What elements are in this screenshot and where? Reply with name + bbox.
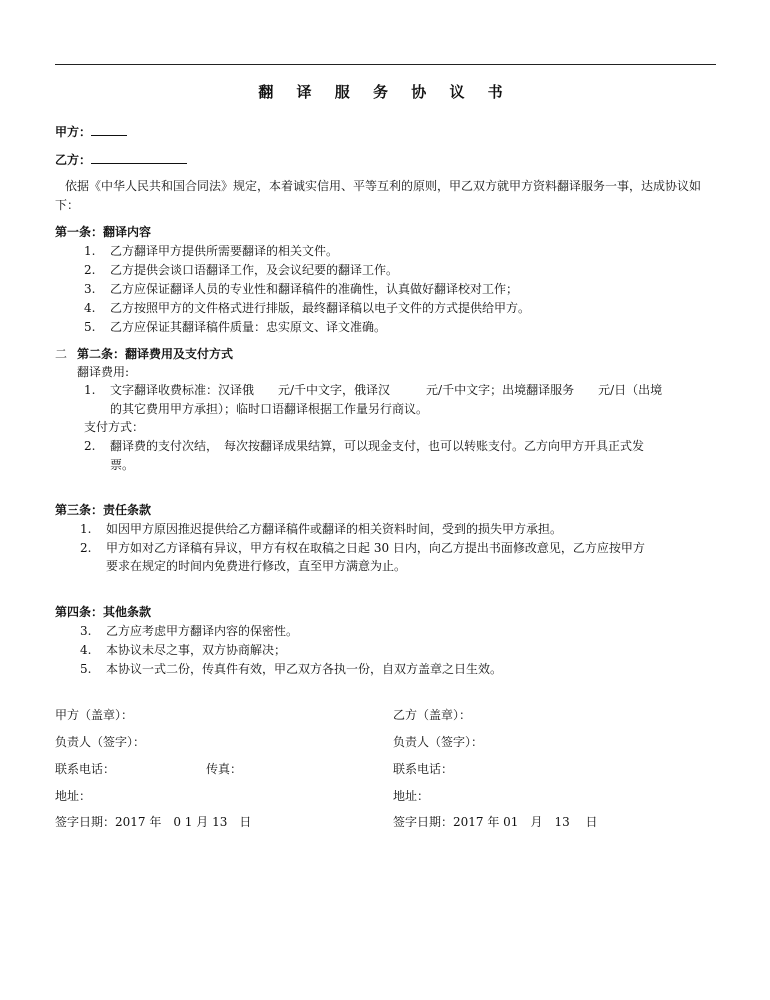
party-a-signatory-label: 负责人（签字）： [55, 735, 146, 749]
party-a-address-label: 地址： [55, 789, 92, 803]
fee-standard-line1: 文字翻译收费标准：汉译俄 元/千中文字，俄译汉 元/千中文字；出境翻译服务 元/日（出境 [110, 383, 663, 397]
party-b-address-label: 地址： [393, 789, 430, 803]
party-a-sign-date: 签字日期：2017 年 0 1 月 13 日 [55, 815, 252, 829]
party-b-blank [91, 151, 187, 164]
article-2-heading: 第二条：翻译费用及支付方式 [77, 347, 234, 361]
liability-item-2-line2: 要求在规定的时间内免费进行修改，直至甲方满意为止。 [106, 559, 407, 573]
intro-paragraph: 依据《中华人民共和国合同法》规定，本着诚实信用、平等互利的原则，甲乙双方就甲方资料翻译服务一事，达成协议如下： [55, 179, 702, 212]
party-a-blank [91, 123, 127, 136]
list-item-num: 2. [84, 263, 96, 277]
payment-line2: 票。 [110, 458, 135, 472]
list-item: 乙方应保证其翻译稿件质量：忠实原文、译文准确。 [110, 320, 387, 334]
party-b-seal-label: 乙方（盖章）： [393, 708, 472, 722]
party-b-line [55, 151, 187, 168]
payment-line1: 翻译费的支付次结， 每次按翻译成果结算，可以现金支付，也可以转账支付。乙方向甲方开具正式发 [110, 439, 645, 453]
party-b-label: 乙方： [55, 153, 92, 167]
party-a-phone-label: 联系电话： [55, 762, 116, 776]
list-item: 乙方应保证翻译人员的专业性和翻译稿件的准确性，认真做好翻译校对工作； [110, 282, 519, 296]
party-a-label: 甲方： [55, 125, 92, 139]
list-item-num: 4. [80, 643, 92, 657]
article-4-heading: 第四条：其他条款 [55, 605, 152, 619]
list-item: 乙方应考虑甲方翻译内容的保密性。 [106, 624, 299, 638]
article-3-heading: 第三条：责任条款 [55, 503, 152, 517]
list-item-num: 5. [80, 662, 92, 676]
list-item: 乙方翻译甲方提供所需要翻译的相关文件。 [110, 244, 339, 258]
liability-item-1: 如因甲方原因推迟提供给乙方翻译稿件或翻译的相关资料时间，受到的损失甲方承担。 [106, 522, 563, 536]
list-item-num: 3. [80, 624, 92, 638]
fee-label: 翻译费用: [77, 365, 130, 379]
list-item-num: 5. [84, 320, 96, 334]
header-rule [55, 64, 716, 65]
list-item: 本协议一式二份，传真件有效，甲乙双方各执一份，自双方盖章之日生效。 [106, 662, 503, 676]
payment-label: 支付方式： [84, 420, 145, 434]
list-item: 乙方按照甲方的文件格式进行排版，最终翻译稿以电子文件的方式提供给甲方。 [110, 301, 531, 315]
list-item-num: 2. [84, 439, 96, 453]
liability-item-2-line1: 甲方如对乙方译稿有异议，甲方有权在取稿之日起 30 日内，向乙方提出书面修改意见，乙方应按甲方 [106, 541, 645, 555]
party-a-line [55, 123, 127, 140]
party-a-seal-label: 甲方（盖章）： [55, 708, 134, 722]
list-item-num: 1. [84, 244, 96, 258]
list-item-num: 2. [80, 541, 92, 555]
article-1-heading: 第一条：翻译内容 [55, 225, 152, 239]
list-item-num: 3. [84, 282, 96, 296]
list-item-num: 1. [84, 383, 96, 397]
list-item: 乙方提供会谈口语翻译工作，及会议纪要的翻译工作。 [110, 263, 399, 277]
document-title: 翻 译 服 务 协 议 书 [258, 83, 512, 101]
list-item: 本协议未尽之事，双方协商解决； [106, 643, 287, 657]
party-a-fax-label: 传真： [206, 762, 243, 776]
party-b-sign-date: 签字日期：2017 年 01 月 13 日 [393, 815, 598, 829]
list-item-num: 4. [84, 301, 96, 315]
fee-standard-line2: 的其它费用甲方承担）；临时口语翻译根据工作量另行商议。 [110, 402, 429, 416]
party-b-signatory-label: 负责人（签字）： [393, 735, 484, 749]
list-item-num: 1. [80, 522, 92, 536]
article-2-prefix: 二 [55, 347, 68, 361]
party-b-phone-label: 联系电话： [393, 762, 454, 776]
